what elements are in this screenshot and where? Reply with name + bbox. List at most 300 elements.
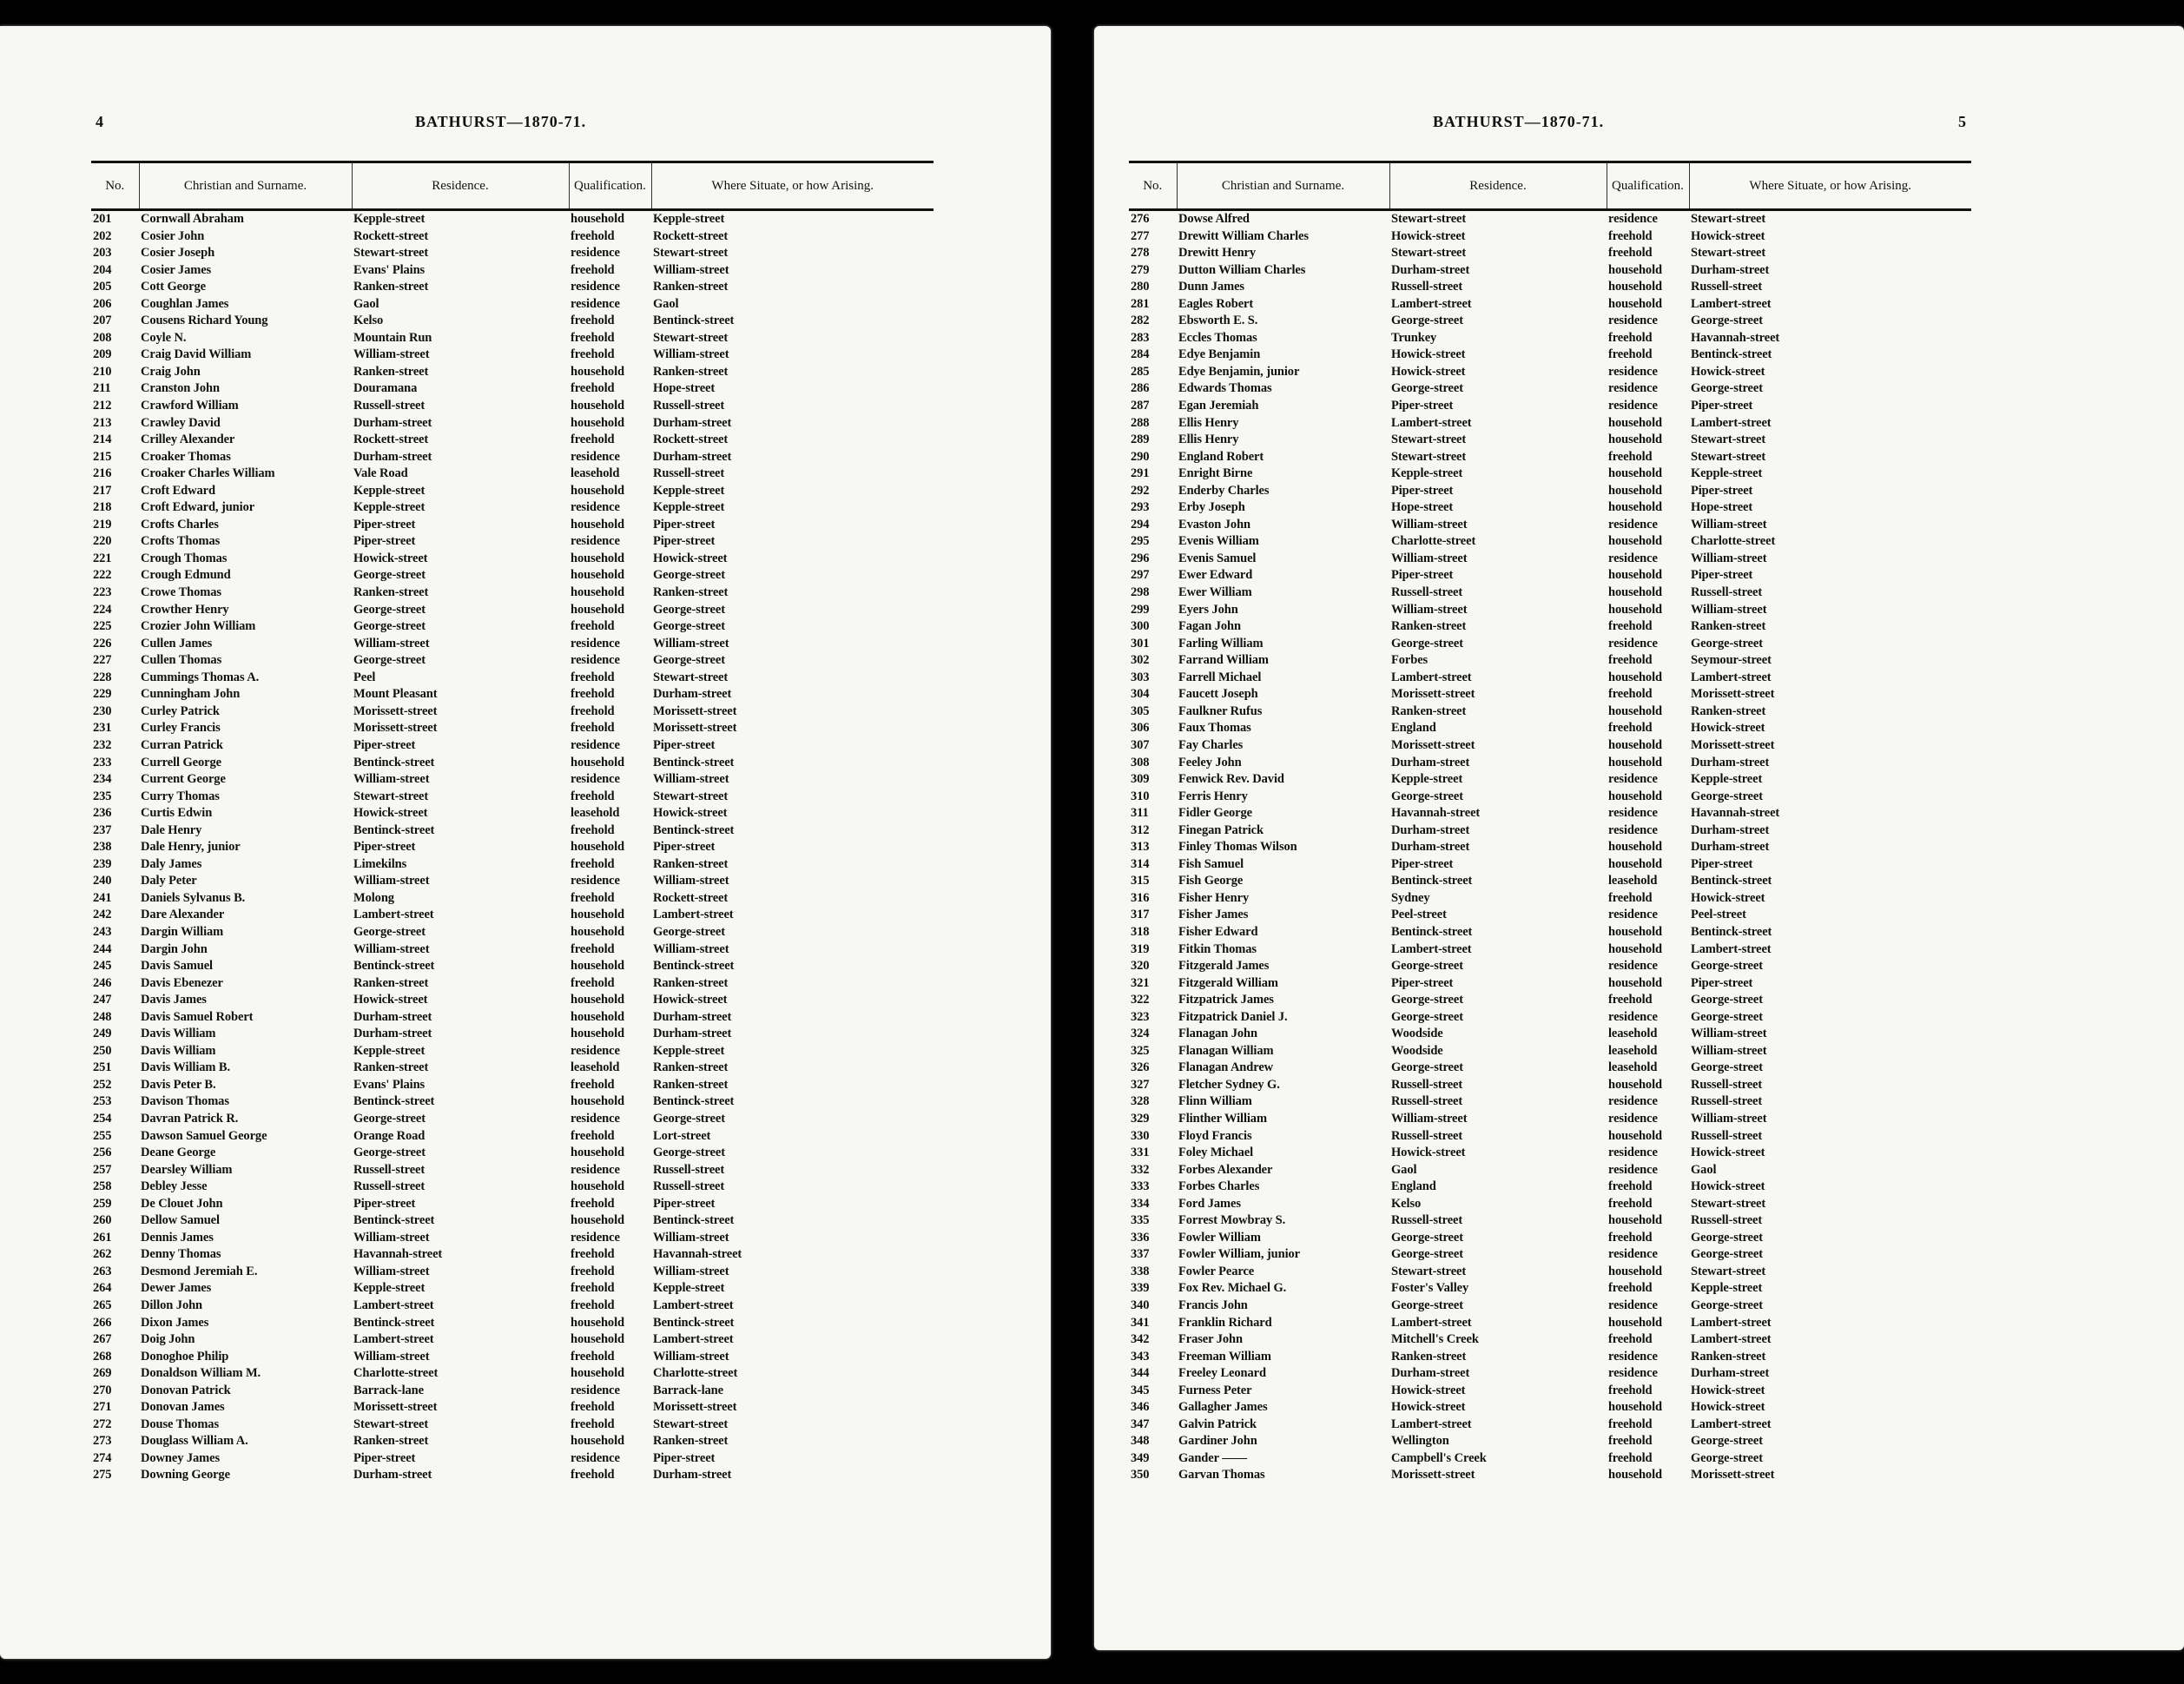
entry-residence: Morissett-street (353, 721, 438, 736)
entry-residence: Gaol (1391, 1162, 1417, 1177)
table-row (1129, 483, 1971, 500)
table-row (1129, 703, 1971, 721)
entry-number: 230 (93, 703, 112, 718)
table-row (1129, 941, 1971, 959)
table-row (91, 958, 934, 975)
table-row (91, 1246, 934, 1264)
entry-name: Dale Henry, junior (141, 840, 241, 855)
entry-where-situate: George-street (653, 602, 725, 617)
entry-qualification: freehold (571, 703, 615, 718)
entry-name: Edye Benjamin (1178, 347, 1261, 362)
table-row (1129, 415, 1971, 433)
entry-qualification: freehold (1608, 449, 1653, 464)
entry-residence: Kepple-street (353, 212, 426, 226)
entry-residence: Durham-street (1391, 755, 1470, 769)
entry-name: Donoghoe Philip (141, 1349, 229, 1364)
entry-where-situate: Piper-street (653, 517, 716, 532)
entry-residence: Evans' Plains (353, 262, 426, 277)
table-row (1129, 380, 1971, 398)
entry-name: Flanagan William (1178, 1043, 1274, 1058)
entry-number: 336 (1131, 1230, 1150, 1245)
entry-where-situate: Stewart-street (653, 670, 729, 684)
entry-qualification: residence (571, 1162, 620, 1177)
table-row (91, 245, 934, 262)
entry-residence: Howick-street (1391, 347, 1466, 362)
entry-where-situate: Ranken-street (653, 1077, 729, 1092)
entry-residence: George-street (1391, 1060, 1463, 1075)
entry-number: 232 (93, 737, 112, 752)
entry-qualification: residence (571, 772, 620, 787)
entry-residence: Peel (353, 670, 376, 684)
entry-where-situate: Charlotte-street (1691, 534, 1776, 549)
entry-where-situate: Durham-street (1691, 262, 1770, 277)
entry-number: 229 (93, 687, 112, 702)
entry-number: 260 (93, 1213, 112, 1228)
entry-where-situate: Peel-street (1691, 908, 1746, 922)
entry-qualification: residence (571, 737, 620, 752)
table-row (1129, 737, 1971, 755)
entry-number: 243 (93, 924, 112, 939)
table-row (91, 755, 934, 772)
entry-qualification: household (571, 1009, 624, 1024)
entry-residence: England (1391, 1179, 1436, 1194)
entry-name: Davis Peter B. (141, 1077, 216, 1092)
entry-number: 300 (1131, 619, 1150, 634)
entry-name: Desmond Jeremiah E. (141, 1264, 258, 1278)
entry-where-situate: William-street (1691, 1027, 1767, 1041)
entry-residence: Piper-street (1391, 975, 1454, 990)
entry-residence: England (1391, 721, 1436, 736)
entry-number: 342 (1131, 1332, 1150, 1347)
entry-where-situate: Ranken-street (653, 856, 729, 871)
entry-where-situate: Lambert-street (1691, 1332, 1772, 1347)
entry-number: 263 (93, 1264, 112, 1278)
entry-name: Cousens Richard Young (141, 314, 268, 328)
entry-where-situate: Gaol (1691, 1162, 1717, 1177)
entry-residence: George-street (1391, 381, 1463, 396)
table-row (91, 1399, 934, 1417)
entry-qualification: residence (1608, 908, 1658, 922)
table-row (1129, 755, 1971, 772)
entry-name: Croft Edward, junior (141, 500, 255, 515)
entry-number: 277 (1131, 228, 1150, 243)
entry-where-situate: Gaol (653, 296, 679, 311)
table-row (91, 1212, 934, 1230)
entry-number: 231 (93, 721, 112, 736)
entry-qualification: freehold (571, 347, 615, 362)
entry-qualification: household (571, 1315, 624, 1330)
entry-number: 225 (93, 619, 112, 634)
entry-residence: Ranken-street (1391, 619, 1467, 634)
table-row (91, 1145, 934, 1162)
entry-qualification: freehold (1608, 721, 1653, 736)
entry-qualification: household (1608, 755, 1662, 769)
entry-where-situate: Stewart-street (1691, 1196, 1766, 1211)
table-row (91, 533, 934, 551)
entry-name: Gander —— (1178, 1450, 1247, 1465)
entry-qualification: residence (571, 500, 620, 515)
table-row (1129, 1450, 1971, 1468)
entry-where-situate: George-street (1691, 1434, 1763, 1449)
entry-number: 220 (93, 534, 112, 549)
entry-residence: Havannah-street (353, 1247, 443, 1262)
entry-name: Floyd Francis (1178, 1128, 1252, 1143)
entry-residence: Russell-street (353, 399, 426, 413)
entry-residence: Durham-street (353, 1027, 432, 1041)
entry-name: Dewer James (141, 1281, 212, 1296)
entry-where-situate: George-street (1691, 1247, 1763, 1262)
entry-qualification: residence (1608, 772, 1658, 787)
entry-residence: William-street (353, 347, 430, 362)
entry-name: Dellow Samuel (141, 1213, 220, 1228)
entry-number: 246 (93, 975, 112, 990)
table-row (1129, 347, 1971, 364)
entry-qualification: household (1608, 1264, 1662, 1278)
entry-qualification: residence (1608, 1009, 1658, 1024)
entry-qualification: residence (1608, 381, 1658, 396)
entry-name: Freeley Leonard (1178, 1366, 1266, 1381)
entry-name: Donovan James (141, 1400, 225, 1415)
entry-qualification: freehold (1608, 1434, 1653, 1449)
entry-where-situate: Bentinck-street (653, 959, 735, 974)
entry-residence: Barrack-lane (353, 1383, 424, 1397)
col-header-where-situate: Where Situate, or how Arising. (651, 162, 934, 210)
entry-residence: Russell-street (1391, 1128, 1463, 1143)
entry-qualification: household (571, 1179, 624, 1194)
entry-qualification: household (571, 551, 624, 565)
entry-where-situate: Piper-street (653, 534, 716, 549)
entry-number: 212 (93, 399, 112, 413)
entry-residence: Russell-street (353, 1162, 426, 1177)
entry-residence: Bentinck-street (353, 1315, 435, 1330)
entry-name: Crawley David (141, 415, 221, 430)
entry-qualification: residence (571, 534, 620, 549)
entry-name: Egan Jeremiah (1178, 399, 1259, 413)
entry-number: 310 (1131, 789, 1150, 803)
entry-number: 322 (1131, 993, 1150, 1007)
entry-residence: Gaol (353, 296, 379, 311)
entry-number: 280 (1131, 280, 1150, 294)
entry-where-situate: Durham-street (653, 449, 732, 464)
col-header-no: No. (91, 162, 139, 210)
table-row (1129, 822, 1971, 840)
entry-residence: Kepple-street (353, 1281, 426, 1296)
table-row (91, 1230, 934, 1247)
entry-name: Evenis Samuel (1178, 551, 1257, 565)
table-row (91, 210, 934, 228)
table-row (1129, 975, 1971, 993)
entry-residence: George-street (1391, 789, 1463, 803)
entry-qualification: residence (1608, 959, 1658, 974)
entry-name: Flanagan John (1178, 1027, 1257, 1041)
table-row (91, 1128, 934, 1146)
entry-residence: Bentinck-street (1391, 874, 1473, 888)
col-header-residence: Residence. (352, 162, 569, 210)
entry-qualification: freehold (571, 856, 615, 871)
entry-name: Crowther Henry (141, 602, 229, 617)
entry-number: 311 (1131, 806, 1149, 821)
entry-number: 216 (93, 466, 112, 481)
table-row (1129, 856, 1971, 874)
entry-qualification: freehold (571, 433, 615, 447)
ledger-rows-left (91, 210, 934, 1485)
entry-residence: Durham-street (1391, 1366, 1470, 1381)
entry-name: Fitzpatrick Daniel J. (1178, 1009, 1288, 1024)
table-row (1129, 686, 1971, 703)
entry-residence: Sydney (1391, 890, 1430, 905)
entry-where-situate: Howick-street (1691, 1400, 1765, 1415)
table-row (91, 839, 934, 856)
entry-residence: Bentinck-street (353, 822, 435, 837)
entry-where-situate: Bentinck-street (653, 1094, 735, 1109)
entry-qualification: residence (1608, 806, 1658, 821)
table-row (91, 398, 934, 415)
entry-number: 209 (93, 347, 112, 362)
entry-residence: Wellington (1391, 1434, 1449, 1449)
entry-name: Eccles Thomas (1178, 330, 1257, 345)
entry-residence: Stewart-street (1391, 433, 1467, 447)
entry-name: Davis Ebenezer (141, 975, 223, 990)
entry-name: Downey James (141, 1450, 221, 1465)
entry-residence: Limekilns (353, 856, 407, 871)
entry-residence: Kepple-street (1391, 466, 1463, 481)
entry-where-situate: William-street (653, 1264, 729, 1278)
entry-where-situate: George-street (653, 1146, 725, 1160)
table-row (91, 1060, 934, 1077)
entry-qualification: household (571, 1146, 624, 1160)
entry-name: Fidler George (1178, 806, 1252, 821)
entry-number: 219 (93, 517, 112, 532)
entry-name: Fowler Pearce (1178, 1264, 1255, 1278)
entry-number: 274 (93, 1450, 112, 1465)
entry-number: 284 (1131, 347, 1150, 362)
entry-where-situate: Durham-street (1691, 755, 1770, 769)
entry-qualification: freehold (1608, 228, 1653, 243)
entry-residence: Russell-street (1391, 280, 1463, 294)
entry-residence: Woodside (1391, 1027, 1443, 1041)
table-row (1129, 279, 1971, 296)
entry-residence: George-street (353, 924, 426, 939)
table-row (91, 771, 934, 789)
entry-where-situate: Lambert-street (653, 908, 734, 922)
entry-where-situate: Stewart-street (1691, 246, 1766, 261)
entry-where-situate: Ranken-street (1691, 703, 1766, 718)
table-row (91, 449, 934, 466)
entry-residence: Durham-street (1391, 262, 1470, 277)
table-row (1129, 1298, 1971, 1315)
entry-qualification: household (1608, 466, 1662, 481)
entry-where-situate: Kepple-street (1691, 1281, 1763, 1296)
entry-qualification: leasehold (1608, 874, 1658, 888)
ledger-rows-right (1129, 210, 1971, 1485)
entry-residence: Piper-street (353, 517, 416, 532)
entry-name: Davis Samuel Robert (141, 1009, 254, 1024)
entry-where-situate: Charlotte-street (653, 1366, 738, 1381)
entry-residence: Lambert-street (353, 1298, 434, 1312)
entry-number: 222 (93, 568, 112, 583)
entry-where-situate: Ranken-street (653, 1060, 729, 1075)
page-number: 4 (96, 113, 103, 130)
entry-name: Curley Patrick (141, 703, 220, 718)
entry-residence: Ranken-street (353, 585, 429, 600)
entry-qualification: household (1608, 789, 1662, 803)
entry-residence: Lambert-street (1391, 415, 1472, 430)
entry-residence: Durham-street (353, 1468, 432, 1483)
entry-residence: George-street (1391, 959, 1463, 974)
entry-residence: William-street (1391, 1111, 1468, 1126)
entry-name: Finegan Patrick (1178, 822, 1264, 837)
entry-number: 265 (93, 1298, 112, 1312)
entry-residence: Morissett-street (1391, 687, 1475, 702)
entry-name: Currell George (141, 755, 221, 769)
table-row (91, 1162, 934, 1179)
entry-name: Crowe Thomas (141, 585, 221, 600)
entry-qualification: residence (571, 1230, 620, 1245)
entry-number: 323 (1131, 1009, 1150, 1024)
entry-number: 316 (1131, 890, 1150, 905)
entry-where-situate: Kepple-street (653, 1043, 725, 1058)
entry-where-situate: Ranken-street (1691, 619, 1766, 634)
entry-qualification: household (571, 602, 624, 617)
entry-where-situate: Howick-street (1691, 890, 1765, 905)
entry-number: 245 (93, 959, 112, 974)
entry-qualification: freehold (1608, 1230, 1653, 1245)
table-row (1129, 1230, 1971, 1247)
entry-residence: Charlotte-street (353, 1366, 439, 1381)
entry-number: 259 (93, 1196, 112, 1211)
entry-residence: William-street (1391, 602, 1468, 617)
table-row (1129, 805, 1971, 822)
table-row (1129, 262, 1971, 280)
entry-name: Dillon John (141, 1298, 203, 1312)
table-row (91, 822, 934, 840)
entry-number: 255 (93, 1128, 112, 1143)
entry-name: Fisher Henry (1178, 890, 1250, 905)
entry-residence: Douramana (353, 381, 418, 396)
entry-number: 240 (93, 874, 112, 888)
entry-name: Debley Jesse (141, 1179, 208, 1194)
entry-residence: Piper-street (353, 1196, 416, 1211)
entry-where-situate: Durham-street (653, 415, 732, 430)
table-row (91, 618, 934, 636)
entry-where-situate: George-street (653, 653, 725, 668)
entry-number: 335 (1131, 1213, 1150, 1228)
entry-qualification: residence (1608, 1298, 1658, 1312)
entry-number: 275 (93, 1468, 112, 1483)
table-row (1129, 1162, 1971, 1179)
entry-name: Donovan Patrick (141, 1383, 231, 1397)
table-row (1129, 636, 1971, 653)
entry-where-situate: Morissett-street (1691, 1468, 1775, 1483)
entry-residence: Ranken-street (353, 364, 429, 379)
entry-where-situate: Bentinck-street (653, 1213, 735, 1228)
entry-number: 299 (1131, 602, 1150, 617)
entry-number: 330 (1131, 1128, 1150, 1143)
entry-qualification: household (571, 585, 624, 600)
entry-number: 234 (93, 772, 112, 787)
entry-residence: Mitchell's Creek (1391, 1332, 1479, 1347)
entry-qualification: household (571, 1332, 624, 1347)
entry-qualification: freehold (571, 1281, 615, 1296)
table-row (1129, 228, 1971, 246)
entry-residence: Kelso (353, 314, 384, 328)
entry-number: 314 (1131, 856, 1150, 871)
entry-number: 270 (93, 1383, 112, 1397)
entry-where-situate: Morissett-street (653, 721, 737, 736)
table-row (1129, 364, 1971, 381)
entry-number: 320 (1131, 959, 1150, 974)
table-row (1129, 839, 1971, 856)
entry-residence: Stewart-street (353, 246, 429, 261)
entry-residence: Lambert-street (353, 908, 434, 922)
entry-name: Curley Francis (141, 721, 221, 736)
entry-qualification: residence (1608, 822, 1658, 837)
entry-where-situate: Morissett-street (1691, 737, 1775, 752)
entry-number: 204 (93, 262, 112, 277)
entry-qualification: freehold (571, 619, 615, 634)
entry-name: Dale Henry (141, 822, 202, 837)
entry-qualification: household (571, 993, 624, 1007)
entry-qualification: residence (1608, 1094, 1658, 1109)
entry-number: 286 (1131, 381, 1150, 396)
table-row (91, 720, 934, 737)
entry-number: 291 (1131, 466, 1150, 481)
entry-residence: George-street (353, 1146, 426, 1160)
entry-residence: Piper-street (1391, 483, 1454, 498)
entry-number: 347 (1131, 1417, 1150, 1431)
entry-number: 249 (93, 1027, 112, 1041)
entry-number: 302 (1131, 653, 1150, 668)
entry-residence: Piper-street (1391, 399, 1454, 413)
entry-name: Deane George (141, 1146, 216, 1160)
entry-residence: Ranken-street (353, 1434, 429, 1449)
entry-where-situate: Stewart-street (653, 1417, 729, 1431)
entry-qualification: freehold (1608, 330, 1653, 345)
entry-qualification: household (1608, 483, 1662, 498)
entry-where-situate: Morissett-street (653, 1400, 737, 1415)
entry-number: 301 (1131, 636, 1150, 650)
entry-where-situate: Ranken-street (653, 280, 729, 294)
entry-name: Cunningham John (141, 687, 241, 702)
entry-number: 215 (93, 449, 112, 464)
entry-qualification: household (571, 415, 624, 430)
entry-qualification: freehold (1608, 1450, 1653, 1465)
entry-residence: Piper-street (353, 1450, 416, 1465)
entry-qualification: freehold (1608, 653, 1653, 668)
entry-where-situate: George-street (1691, 1450, 1763, 1465)
entry-name: Dutton William Charles (1178, 262, 1306, 277)
table-row (91, 737, 934, 755)
entry-qualification: household (571, 1213, 624, 1228)
table-row (1129, 1399, 1971, 1417)
entry-name: Cornwall Abraham (141, 212, 244, 226)
entry-name: Downing George (141, 1468, 230, 1483)
entry-qualification: freehold (571, 330, 615, 345)
table-row (1129, 567, 1971, 584)
entry-qualification: residence (571, 1383, 620, 1397)
entry-number: 304 (1131, 687, 1150, 702)
table-row (1129, 1145, 1971, 1162)
entry-name: Cosier James (141, 262, 212, 277)
entry-name: Crawford William (141, 399, 239, 413)
table-row (1129, 330, 1971, 347)
entry-qualification: household (1608, 1128, 1662, 1143)
entry-residence: Bentinck-street (353, 1094, 435, 1109)
table-row (1129, 517, 1971, 534)
entry-residence: Havannah-street (1391, 806, 1481, 821)
entry-where-situate: William-street (653, 636, 729, 650)
entry-residence: Lambert-street (1391, 1315, 1472, 1330)
